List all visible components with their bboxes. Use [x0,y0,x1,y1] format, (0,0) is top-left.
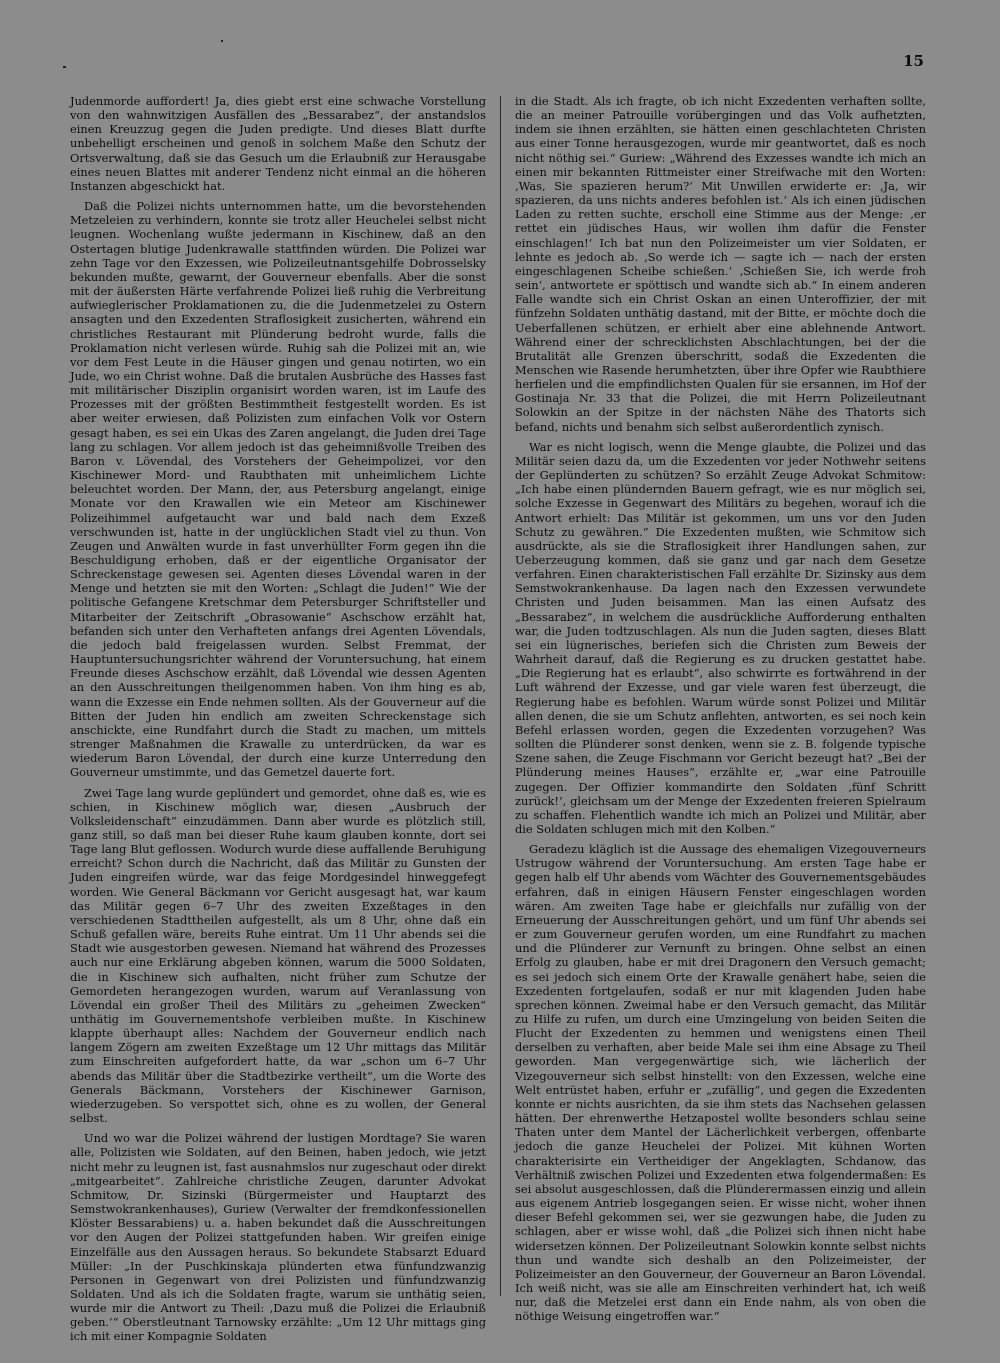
paragraph: in die Stadt. Als ich fragte, ob ich nicht Exzedenten verhaften sollte, die an meiner Patrouille vorübergingen und das Volk aufhetzten, indem sie ihnen erzählten, sie hätten einen geschlachteten Christen aus einer Tonne herausgezogen, wurde mir geantwortet, daß es noch nicht nöthig sei.“ Guriew: „Während des Exzesses wandte ich mich an einen mir bekannten Rittmeister einer Streifwache mit den Worten: ‚Was, Sie spazieren herum?‘ Mit Unwillen erwiderte er: ‚Ja, wir spazieren, da uns nichts anderes befohlen ist.‘ Als ich einen jüdischen Laden zu retten suchte, erscholl eine Stimme aus der Menge: ‚er rettet ein jüdisches Haus, wir wollen ihm dafür die Fenster einschlagen!‘ Ich bat nun den Polizeimeister um vier Soldaten, er lehnte es jedoch ab. ‚So werde ich — sagte ich — nach der ersten eingeschlagenen Scheibe schießen.‘ ‚Schießen Sie, ich werde froh sein‘, antwortete er spöttisch und wandte sich ab.“ In einem anderen Falle wandte sich ein Christ Oskan an einen Unteroffizier, der mit fünfzehn Soldaten unthätig dastand, mit der Bitte, er möchte doch die Ueberfallenen schützen, er erhielt aber eine ablehnende Antwort. Während einer der schrecklichsten Abschlachtungen, bei der die Brutalität alle Grenzen überschritt, sodaß die Exzedenten die Menschen wie Rasende herumhetzten, über ihre Opfer wie Raubthiere herfielen und die empfindlichsten Qualen für sie ersannen, im Hof der Gostinaja Nr. 33 that die Polizei, die mit Herrn Polizeileutnant Solowkin an der Spitze in der nächsten Nähe des Thatorts sich befand, nichts und benahm sich selbst außerordentlich zynisch. [515,94,926,434]
paragraph: War es nicht logisch, wenn die Menge glaubte, die Polizei und das Militär seien dazu da, um die Exzedenten vor jeder Nothwehr seitens der Geplünderten zu schützen? So erzählt Zeuge Advokat Schmitow: „Ich habe einen plündernden Bauern gefragt, wie es nur möglich sei, solche Exzesse in Gegenwart des Militärs zu begehen, worauf ich die Antwort erhielt: Das Militär ist gekommen, um uns vor den Juden Schutz zu gewähren.“ Die Exzedenten mußten, wie Schmitow sich ausdrückte, als sie die Straflosigkeit ihrer Handlungen sahen, zur Ueberzeugung kommen, daß sie ganz und gar nach dem Gesetze verfahren. Einen charakteristischen Fall erzählte Dr. Sizinsky aus dem Semstwokrankenhause. Da lagen nach den Exzessen verwundete Christen und Juden beisammen. Man las einen Aufsatz des „Bessarabez“, in welchem die ausdrückliche Aufforderung enthalten war, die Juden todtzuschlagen. Als nun die Juden sagten, dieses Blatt sei ein lügnerisches, beriefen sich die Christen zum Beweis der Wahrheit darauf, daß die Regierung es zu drucken gestattet habe. „Die Regierung hat es erlaubt“, also schwirrte es fortwährend in der Luft während der Exzesse, und gar viele waren fest überzeugt, die Regierung habe es befohlen. Warum würde sonst Polizei und Militär allen denen, die sie um Schutz anflehten, antworten, es sei noch kein Befehl erlassen worden, gegen die Exzedenten vorzugehen? Was sollten die Plünderer sonst denken, wenn sie z. B. folgende typische Szene sahen, die Zeuge Fischmann vor Gericht bezeugt hat? „Bei der Plünderung meines Hauses“, erzählte er, „war eine Patrouille zugegen. Der Offizier kommandirte den Soldaten ‚fünf Schritt zurück!‘, gleichsam um der Menge der Exzedenten freieren Spielraum zu schaffen. Flehentlich wandte ich mich an Polizei und Militär, aber die Soldaten schlugen mich mit den Kolben.“ [515,439,926,836]
paragraph: Geradezu kläglich ist die Aussage des ehemaligen Vizegouverneurs Ustrugow während der Voruntersuchung. Am ersten Tage habe er gegen halb elf Uhr abends vom Wächter des Gouvernementsgebäudes erfahren, daß in einigen Häusern Fenster eingeschlagen worden wären. Am zweiten Tage habe er gleichfalls nur zufällig von der Erneuerung der Ausschreitungen gehört, und um fünf Uhr abends sei er zum Gouverneur gerufen worden, um eine Rundfahrt zu machen und die Plünderer zur Vernunft zu bringen. Ohne selbst an einen Erfolg zu glauben, habe er mit drei Dragonern den Versuch gemacht; es sei jedoch sich einem Orte der Krawalle genähert habe, seien die Exzedenten fortgelaufen, sodaß er nur mit klagenden Juden habe sprechen können. Zweimal habe er den Versuch gemacht, das Militär zu Hilfe zu rufen, um durch eine Umzingelung von beiden Seiten die Flucht der Exzedenten zu hemmen und wenigstens einen Theil derselben zu verhaften, aber beide Male sei ihm eine Absage zu Theil geworden. Man vergegenwärtige sich, wie lächerlich der Vizegouverneur sich selbst hinstellt: von den Exzessen, welche eine Welt entrüstet haben, erfuhr er „zufällig“, und gegen die Exzedenten konnte er nichts ausrichten, da sie ihm stets das Nachsehen gelassen hätten. Der ehrenwerthe Hetzapostel wollte besonders schlau seine Thaten unter dem Mantel der Lächerlichkeit verbergen, offenbarte jedoch die ganze Heuchelei der Polizei. Mit kühnen Worten charakterisirte ein Vertheidiger der Angeklagten, Schdanow, das Verhältniß zwischen Polizei und Exzedenten etwa folgendermaßen: Es sei absolut ausgeschlossen, daß die Plünderermassen einzig und allein aus eigenem Antrieb losgegangen seien. Er wisse nicht, woher ihnen dieser Befehl gekommen sei, wer sie gezwungen habe, die Juden zu schlagen, aber er wisse wohl, daß „die Polizei sich ihnen nicht habe widersetzen können. Der Polizeileutnant Solowkin konnte selbst nichts thun und wandte sich deshalb an den Polizeimeister, der Polizeimeister an den Gouverneur, der Gouverneur an Baron Lövendal. Ich weiß nicht, was sie alle am Einschreiten verhindert hat, ich weiß nur, daß die Metzelei erst dann ein Ende nahm, als von oben die nöthige Weisung eingetroffen war.“ [515,842,926,1324]
paragraph: Daß die Polizei nichts unternommen hatte, um die bevorstehenden Metzeleien zu verhindern, konnte sie trotz aller Heuchelei selbst nicht leugnen. Wochenlang wußte jedermann in Kischinew, daß an den Ostertagen blutige Judenkrawalle stattfinden würden. Die Polizei war zehn Tage vor den Exzessen, wie Polizeileutnantsgehilfe Dobrosselsky bekunden mußte, gewarnt, der Gouverneur ebenfalls. Aber die sonst mit der äußersten Härte verfahrende Polizei ließ ruhig die Verbreitung aufwieglerischer Proklamationen zu, die die Judenmetzelei zu Ostern ansagten und den Exzedenten Straflosigkeit zusicherten, während ein christliches Restaurant mit Plünderung bedroht wurde, falls die Proklamation nicht verlesen würde. Ruhig sah die Polizei mit an, wie vor dem Fest Leute in die Häuser gingen und genau notirten, wo ein Jude, wo ein Christ wohne. Daß die brutalen Ausbrüche des Hasses fast mit militärischer Disziplin organisirt worden waren, ist im Laufe des Prozesses mit der größten Bestimmtheit festgestellt worden. Es ist aber weiter erwiesen, daß Polizisten zum einfachen Volk vor Ostern gesagt haben, es sei ein Ukas des Zaren angelangt, die Juden drei Tage lang zu schlagen. Vor allem jedoch ist das geheimnißvolle Treiben des Baron v. Lövendal, des Vorstehers der Geheimpolizei, vor den Kischinewer Mord- und Raubthaten mit unheimlichem Lichte beleuchtet worden. Der Mann, der, aus Petersburg angelangt, einige Monate vor den Krawallen wie ein Meteor am Kischinewer Polizeihimmel aufgetaucht war und bald nach dem Exzeß verschwunden ist, hatte in der unglücklichen Stadt viel zu thun. Von Zeugen und Anwälten wurde in fast unverhüllter Form gegen ihn die Beschuldigung erhoben, daß er der eigentliche Organisator der Schreckenstage gewesen sei. Agenten dieses Lövendal waren in der Menge und hetzten sie mit den Worten: „Schlagt die Juden!“ Wie der politische Gefangene Kretschmar dem Petersburger Schriftsteller und Mitarbeiter der Zeitschrift „Obrasowanie“ Aschschow erzählt hat, befanden sich unter den Verhafteten anfangs drei Agenten Lövendals, die jedoch bald freigelassen wurden. Selbst Fremmat, der Hauptuntersuchungsrichter während der Voruntersuchung, hat einem Freunde dieses Aschschow erzählt, daß Lövendal wie dessen Agenten an den Ausschreitungen theilgenommen haben. Von ihm hing es ab, wann die Exzesse ein Ende nehmen sollten. Als der Gouverneur auf die Bitten der Juden hin endlich am zweiten Schreckenstage sich anschickte, eine Rundfahrt durch die Stadt zu machen, um mittels strenger Maßnahmen die Krawalle zu unterdrücken, da war es wiederum Baron Lövendal, der durch eine kurze Unterredung den Gouverneur umstimmte, und das Gemetzel dauerte fort. [70,199,486,780]
page-number: 15 [903,52,924,70]
right-column [515,94,926,1329]
ink-speck [221,40,223,42]
paragraph: Und wo war die Polizei während der lustigen Mordtage? Sie waren alle, Polizisten wie Soldaten, auf den Beinen, haben jedoch, wie jetzt nicht mehr zu leugnen ist, fast ausnahmslos nur zugeschaut oder direkt „mitgearbeitet“. Zahlreiche christliche Zeugen, darunter Advokat Schmitow, Dr. Sizinski (Bürgermeister und Hauptarzt des Semstwokrankenhauses), Guriew (Verwalter der fremdkonfessionellen Klöster Bessarabiens) u. a. haben bekundet daß die Ausschreitungen vor den Augen der Polizei stattgefunden haben. Wir greifen einige Einzelfälle aus den Aussagen heraus. So bekundete Stabsarzt Eduard Müller: „In der Puschkinskaja plünderten etwa fünfundzwanzig Personen in Gegenwart von drei Polizisten und fünfundzwanzig Soldaten. Und als ich die Soldaten fragte, warum sie unthätig seien, wurde mir die Antwort zu Theil: ‚Dazu muß die Polizei die Erlaubniß geben.‘“ Oberstleutnant Tarnowsky erzählte: „Um 12 Uhr mittags ging ich mit einer Kompagnie Soldaten [70,1131,486,1344]
paragraph: Judenmorde auffordert! Ja, dies giebt erst eine schwache Vorstellung von den wahnwitzigen Ausfällen des „Bessarabez“, der anstandslos einen Kreuzzug gegen die Juden predigte. Und dieses Blatt durfte unbehelligt erscheinen und genoß in solchem Maße den Schutz der Ortsverwaltung, daß sie das Gesuch um die Erlaubniß zur Herausgabe eines neuen Blattes mit anderer Tendenz nicht einmal an die höheren Instanzen abgeschickt hat. [70,94,486,193]
paragraph: Zwei Tage lang wurde geplündert und gemordet, ohne daß es, wie es schien, in Kischinew möglich war, diesen „Ausbruch der Volksleidenschaft“ einzudämmen. Dann aber wurde es plötzlich still, ganz still, so daß man bei dieser Ruhe kaum glauben konnte, dort sei Tage lang Blut geflossen. Wodurch wurde diese auffallende Beruhigung erreicht? Schon durch die Nachricht, daß das Militär zu Gunsten der Juden eingreifen würde, war das feige Mordgesindel hinweggefegt worden. Wie General Bäckmann vor Gericht ausgesagt hat, war kaum das Militär gegen 6–7 Uhr des zweiten Exzeßtages in den verschiedenen Stadttheilen aufgestellt, als um 8 Uhr, ohne daß ein Schuß gefallen wäre, bereits Ruhe eintrat. Um 11 Uhr abends sei die Stadt wie ausgestorben gewesen. Niemand hat während des Prozesses auch nur eine Erklärung abgeben können, warum die 5000 Soldaten, die in Kischinew sich aufhalten, nicht früher zum Schutze der Gemordeten herangezogen wurden, warum auf Veranlassung von Lövendal ein großer Theil des Militärs zu „geheimen Zwecken“ unthätig im Gouvernementshofe verbleiben mußte. In Kischinew klappte überhaupt alles: Nachdem der Gouverneur endlich nach langem Zögern am zweiten Exzeßtage um 12 Uhr mittags das Militär zum Einschreiten aufgefordert hatte, da war „schon um 6–7 Uhr abends das Militär über die Stadtbezirke vertheilt“, um die Worte des Generals Bäckmann, Vorstehers der Kischinewer Garnison, wiederzugeben. So verspottet sich, ohne es zu wollen, der General selbst. [70,785,486,1126]
left-column [70,94,486,1350]
ink-speck [63,66,66,68]
column-divider [500,96,501,1296]
